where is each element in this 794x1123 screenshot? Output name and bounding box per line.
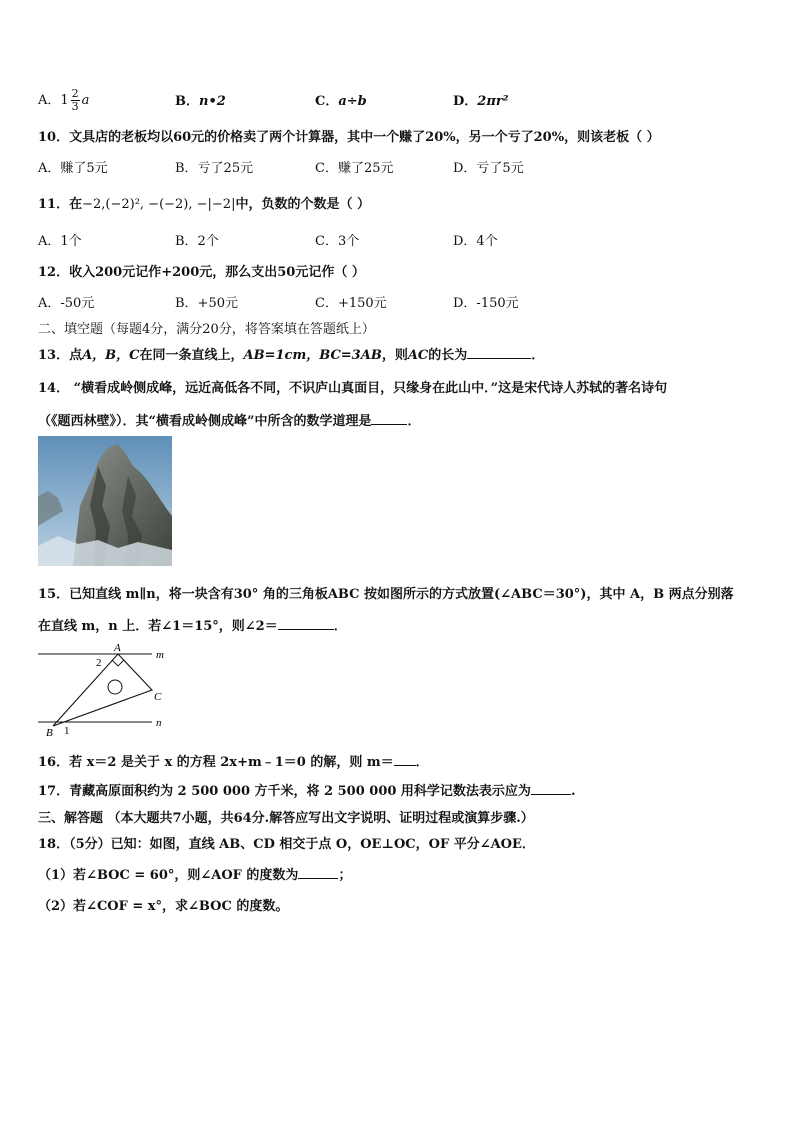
fraction: $\frac{2}{3}$: [71, 87, 79, 113]
q10-stem: 10．文具店的老板均以60元的价格卖了两个计算器，其中一个赚了20%，另一个亏了20%，则该老板（ ）: [38, 130, 660, 145]
q10-option-d: D．亏了5元: [453, 161, 524, 176]
q15-line-1: 15．已知直线 m∥n，将一块含有30° 角的三角板ABC 按如图所示的方式放置(∠ABC＝30°)，其中 A，B 两点分别落: [38, 587, 734, 602]
answer-blank[interactable]: [467, 346, 531, 359]
answer-blank[interactable]: [371, 412, 407, 425]
q12-stem: 12．收入200元记作+200元，那么支出50元记作（ ）: [38, 265, 365, 280]
mountain-image: [38, 436, 172, 566]
answer-blank[interactable]: [531, 782, 571, 795]
label-c: C: [154, 691, 162, 703]
triangle-hole: [108, 680, 122, 694]
section-3-heading: 三、解答题 （本大题共7小题，共64分.解答应写出文字说明、证明过程或演算步骤.）: [38, 811, 534, 826]
q10-option-c: C．赚了25元: [315, 161, 394, 176]
q15-line-2: 在直线 m，n 上．若∠1＝15°，则∠2＝ ．: [38, 619, 347, 634]
section-2-heading: 二、填空题（每题4分，满分20分，将答案填在答题纸上）: [38, 322, 375, 337]
label-n: n: [156, 717, 162, 729]
q12-option-b: B．+50元: [175, 296, 238, 311]
answer-blank[interactable]: [394, 753, 416, 766]
q12-option-a: A．-50元: [38, 296, 95, 311]
q10-option-b: B．亏了25元: [175, 161, 254, 176]
q17-stem: 17．青藏高原面积约为 2 500 000 方千米，将 2 500 000 用科学记数法表示应为 .: [38, 784, 576, 799]
q18-stem: 18．（5分）已知：如图，直线 AB、CD 相交于点 O，OE⊥OC，OF 平分∠AOE．: [38, 837, 535, 852]
label-a: A: [114, 642, 121, 654]
answer-blank[interactable]: [298, 866, 338, 879]
triangle-diagram: [36, 640, 176, 740]
q16-stem: 16．若 x＝2 是关于 x 的方程 2x+m﹣1＝0 的解，则 m＝ ．: [38, 755, 429, 770]
triangle-abc: [53, 654, 152, 726]
q11-stem: 11．在−2,(−2)², −(−2), −|−2|中，负数的个数是（ ）: [38, 197, 370, 212]
q18-part-1: （1）若∠BOC = 60°，则∠AOF 的度数为 ；: [38, 868, 352, 883]
label-angle-1: 1: [64, 725, 70, 737]
right-angle-mark: [112, 660, 124, 666]
label-angle-2: 2: [96, 657, 102, 669]
q11-expression: −2,(−2)², −(−2), −|−2|: [82, 197, 236, 212]
q9-option-d: D．2πr²: [453, 94, 509, 109]
q18-part-2: （2）若∠COF = x°，求∠BOC 的度数。: [38, 899, 289, 914]
label-m: m: [156, 649, 164, 661]
q14-line-2: （《题西林壁》）．其“横看成岭侧成峰”中所含的数学道理是 ．: [38, 414, 421, 429]
q11-option-b: B．2个: [175, 234, 219, 249]
parallel-lines-triangle-figure: [36, 640, 176, 740]
label-b: B: [46, 727, 53, 739]
q9-option-a: A．1 $\frac{2}{3}$ a: [38, 87, 90, 113]
q14-line-1: 14． “横看成岭侧成峰，远近高低各不同，不识庐山真面目，只缘身在此山中．”这是宋代诗人苏轼的著名诗句: [38, 381, 668, 396]
q13-stem: 13．点A，B，C在同一条直线上，AB=1cm，BC=3AB，则AC的长为 ．: [38, 348, 545, 363]
q11-option-d: D．4个: [453, 234, 498, 249]
q12-option-c: C．+150元: [315, 296, 387, 311]
q11-option-c: C．3个: [315, 234, 360, 249]
q9-option-b: B．n•2: [175, 94, 226, 109]
q9-option-c: C．a÷b: [315, 94, 367, 109]
q10-option-a: A．赚了5元: [38, 161, 108, 176]
q12-option-d: D．-150元: [453, 296, 519, 311]
q11-option-a: A．1个: [38, 234, 82, 249]
answer-blank[interactable]: [278, 617, 334, 630]
mountain-photo: [38, 436, 172, 566]
